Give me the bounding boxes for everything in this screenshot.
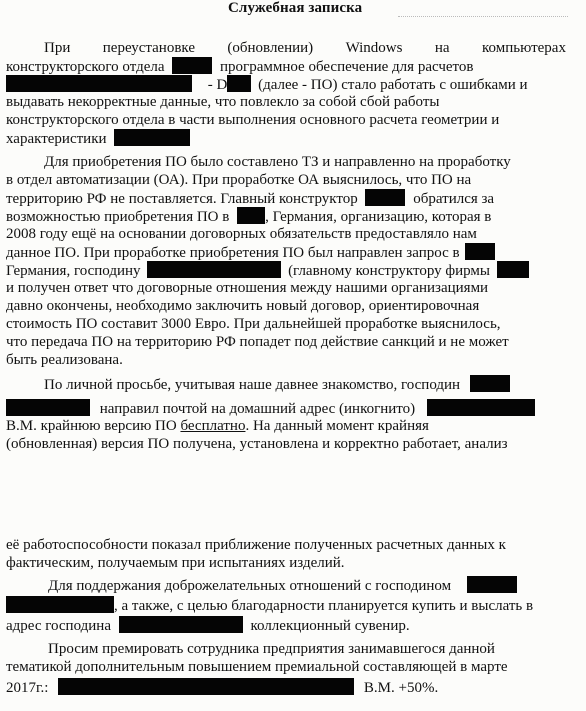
redaction <box>114 129 190 146</box>
p1-line3: - D (далее - ПО) стало работать с ошибками и <box>6 75 528 94</box>
p4-line1: её работоспособности показал приближение полученных расчетных данных к <box>6 537 506 553</box>
p2-line7: Германия, господину (главному конструктору фирмы <box>6 261 529 280</box>
p1-line5: конструкторского отдела в части выполнения основного расчета геометрии и <box>6 112 500 128</box>
redaction <box>467 576 517 593</box>
p2-line11: что передача ПО на территорию РФ попадет под действие санкций и не может <box>6 334 509 350</box>
p5-line1: Для поддержания доброжелательных отношений с господином <box>48 576 517 595</box>
redaction <box>119 616 243 633</box>
p2-line8: и получен ответ что договорные отношения между нашими организациями <box>6 280 489 296</box>
p5-line2: , а также, с целью благодарности планируется купить и выслать в <box>6 596 533 615</box>
p3-line4: (обновленная) версия ПО получена, установлена и корректно работает, анализ <box>6 436 508 452</box>
redaction <box>237 207 265 224</box>
p5-line3: адрес господина коллекционный сувенир. <box>6 618 410 634</box>
redaction <box>6 399 90 416</box>
redaction <box>172 57 212 74</box>
p2-line2: в отдел автоматизации (ОА). При проработке ОА выяснилось, что ПО на <box>6 172 472 188</box>
p2-line12: быть реализована. <box>6 352 123 368</box>
p2-line1: Для приобретения ПО было составлено ТЗ и направленно на проработку <box>44 154 511 170</box>
p1-line4: выдавать некорректные данные, что повлекло за собой сбой работы <box>6 94 440 110</box>
p4-line2: фактическим, получаемым при испытаниях изделий. <box>6 555 345 571</box>
redaction <box>6 596 114 613</box>
p2-line5: 2008 году ещё на основании договорных обязательств предоставляло нам <box>6 226 477 242</box>
document-title: Служебная записка <box>228 0 363 16</box>
p2-line6: данное ПО. При проработке приобретения ПО был направлен запрос в <box>6 243 495 262</box>
p3-line1: По личной просьбе, учитывая наше давнее знакомство, господин <box>44 375 510 394</box>
redaction <box>365 189 405 206</box>
header-stamp <box>398 4 568 17</box>
redaction <box>470 375 510 392</box>
p3-line3: В.М. крайнюю версию ПО бесплатно. На данный момент крайняя <box>6 418 429 434</box>
redaction <box>497 261 529 278</box>
redaction <box>427 399 535 416</box>
p6-line1: Просим премировать сотрудника предприятия занимавшегося данной <box>48 641 495 657</box>
redaction <box>58 678 354 695</box>
p6-line2: тематикой дополнительным повышением премиальной составляющей в марте <box>6 659 508 675</box>
redaction <box>147 261 281 278</box>
p2-line9: давно окончены, необходимо заключить новый договор, ориентировочная <box>6 298 480 314</box>
p3-line2: направил почтой на домашний адрес (инкогнито) <box>6 399 535 418</box>
redaction <box>6 75 192 92</box>
redaction <box>465 243 495 260</box>
p1-line2: конструкторского отдела программное обеспечение для расчетов <box>6 59 474 75</box>
p2-line10: стоимость ПО составит 3000 Евро. При дальнейшей проработке выяснилось, <box>6 316 501 332</box>
redaction <box>227 75 251 92</box>
p1-line6: характеристики <box>6 129 190 148</box>
p6-line3: 2017г.: В.М. +50%. <box>6 680 439 696</box>
p2-line4: возможностью приобретения ПО в , Германия, организацию, которая в <box>6 209 492 225</box>
underlined-word: бесплатно <box>180 418 246 434</box>
p1-line1: При переустановке (обновлении) Windows на компьютерах <box>44 40 566 56</box>
p2-line3: территорию РФ не поставляется. Главный конструктор обратился за <box>6 191 495 207</box>
